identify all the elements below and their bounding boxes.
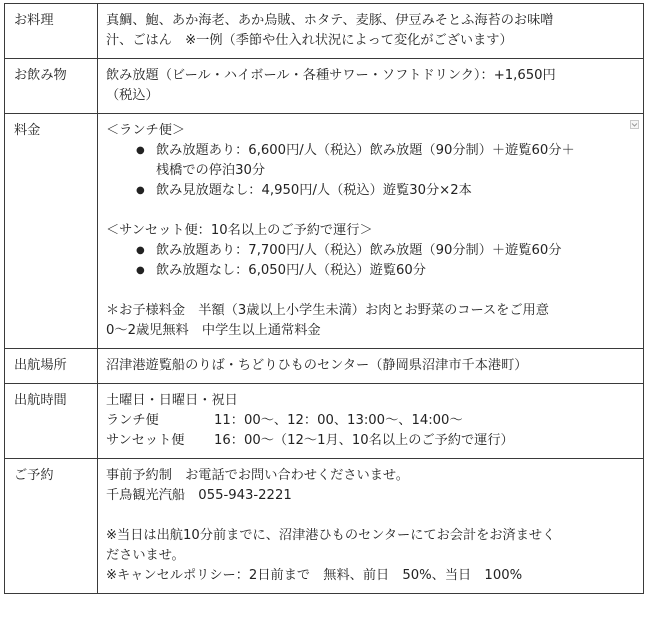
list-item [136,141,635,181]
lunch-times-value: 11：00〜、12：00、13:00〜、14:00〜 [214,413,463,428]
table-row-departure-place [5,349,644,384]
lunch-item-1-line-2: 桟橋での停泊30分 [156,163,266,178]
lunch-times-key: ランチ便 [106,413,159,428]
child-price-line-2: 0〜2歳児無料 中学生以上通常料金 [106,323,321,338]
row-label-drinks: お飲み物 [5,59,98,114]
row-content-price [98,114,644,349]
bullet-icon: ● [136,245,145,256]
sunset-times-key: サンセット便 [106,433,185,448]
row-label-price: 料金 [5,114,98,349]
table-row-departure-time [5,384,644,459]
row-label-departure-time: 出航時間 [5,384,98,459]
lunch-item-2-line-1: 飲み見放題なし：4,950円/人（税込）遊覧30分×2本 [156,183,472,198]
drinks-line-2: （税込） [106,88,159,103]
sunset-times-value: 16：00〜（12〜1月、10名以上のご予約で運行） [214,433,514,448]
lunch-times-line [106,411,635,431]
lunch-item-1-line-1: 飲み放題あり：6,600円/人（税込）飲み放題（90分制）＋遊覧60分＋ [156,143,575,158]
row-label-food: お料理 [5,4,98,59]
sunset-price-list [106,241,635,281]
cancel-policy: ※キャンセルポリシー：2日前まで 無料、前日 50%、当日 100% [106,568,523,583]
row-content-drinks [98,59,644,114]
reservation-line-1: 事前予約制 お電話でお問い合わせくださいませ。 [106,468,409,483]
bullet-icon: ● [136,265,145,276]
drinks-line-1: 飲み放題（ビール・ハイボール・各種サワー・ソフトドリンク）：+1,650円 [106,68,556,83]
bullet-icon: ● [136,185,145,196]
child-price-line-1: ＊お子様料金 半額（3歳以上小学生未満）お肉とお野菜のコースをご用意 [106,303,549,318]
reservation-note-1: ※当日は出航10分前までに、沼津港ひものセンターにてお会計をお済ませく [106,528,556,543]
info-table [4,3,644,594]
lunch-price-list [106,141,635,201]
food-line-2: 汁、ごはん ※一例（季節や仕入れ状況によって変化がございます） [106,33,513,48]
departure-place-text: 沼津港遊覧船のりば・ちどりひものセンター（静岡県沼津市千本港町） [106,358,528,373]
table-row-reservation [5,459,644,594]
table-row-food [5,4,644,59]
table-row-drinks [5,59,644,114]
row-label-reservation: ご予約 [5,459,98,594]
row-label-departure-place: 出航場所 [5,349,98,384]
row-content-departure-place [98,349,644,384]
departure-days: 土曜日・日曜日・祝日 [106,393,238,408]
list-item [136,261,635,281]
food-line-1: 真鯛、鮑、あか海老、あか烏賊、ホタテ、麦豚、伊豆みそとふ海苔のお味噌 [106,13,554,28]
bullet-icon: ● [136,145,145,156]
sunset-times-line [106,431,635,451]
list-item [136,181,635,201]
row-content-departure-time [98,384,644,459]
sunset-heading: ＜サンセット便：10名以上のご予約で運行＞ [106,223,373,238]
sunset-item-1-line-1: 飲み放題あり：7,700円/人（税込）飲み放題（90分制）＋遊覧60分 [156,243,562,258]
reservation-phone: 千鳥観光汽船 055-943-2221 [106,488,292,503]
chevron-down-icon[interactable] [630,120,639,129]
table-row-price [5,114,644,349]
reservation-note-2: ださいませ。 [106,548,185,563]
row-content-food [98,4,644,59]
lunch-heading: ＜ランチ便＞ [106,123,186,138]
list-item [136,241,635,261]
sunset-item-2-line-1: 飲み放題なし：6,050円/人（税込）遊覧60分 [156,263,426,278]
row-content-reservation [98,459,644,594]
